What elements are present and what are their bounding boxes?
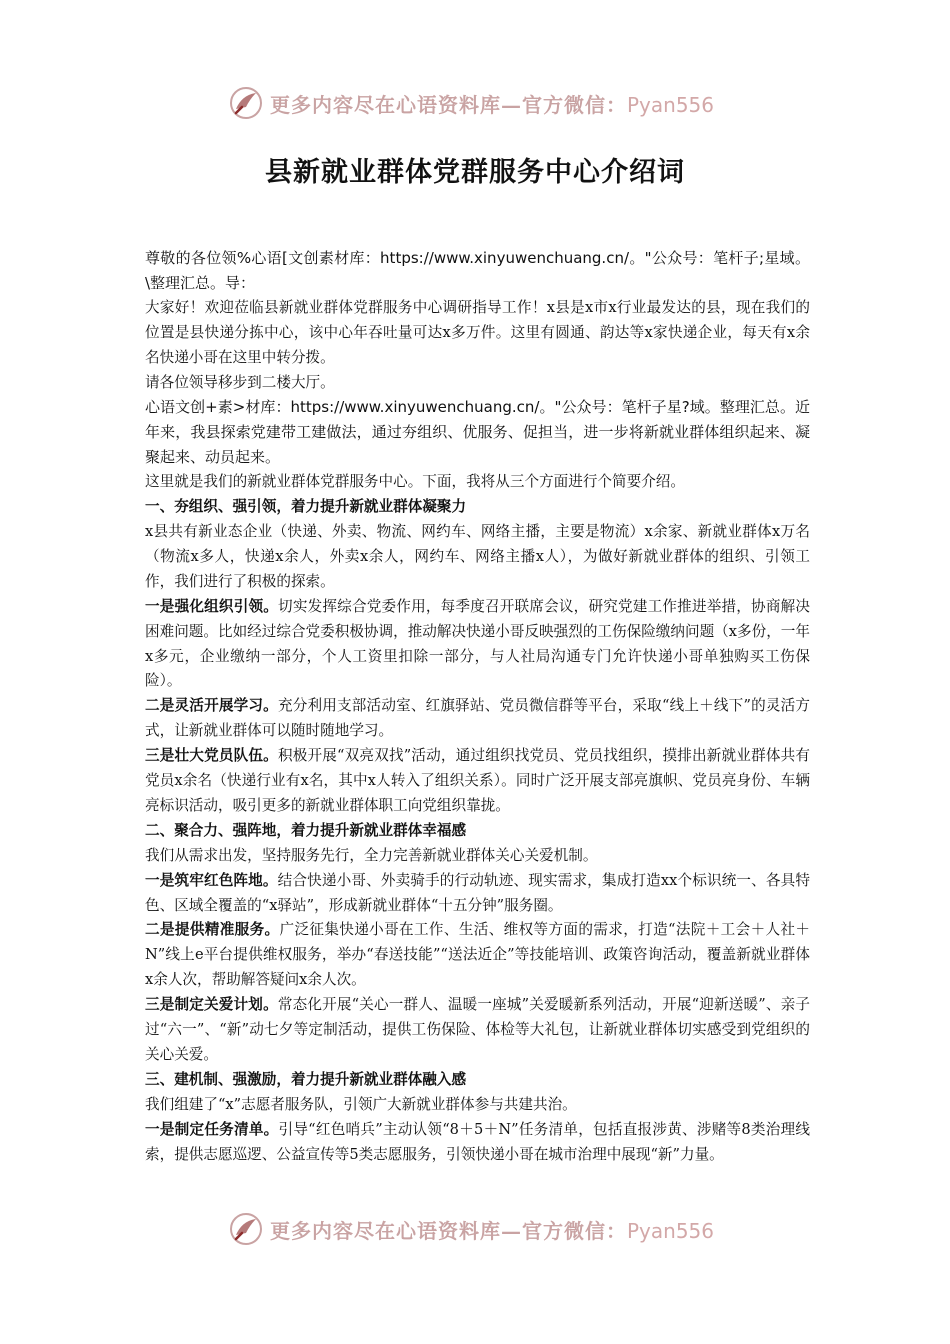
paragraph — [145, 869, 810, 919]
banner-text — [270, 1215, 714, 1244]
paragraph — [145, 918, 810, 993]
section-heading: 二、聚合力、强阵地，着力提升新就业群体幸福感 — [145, 821, 467, 839]
document-title: 县新就业群体党群服务中心介绍词 — [265, 157, 685, 188]
banner-wechat-handle: Pyan556 — [627, 92, 715, 117]
paragraph: 我们从需求出发，坚持服务先行，全力完善新就业群体关心关爱机制。 — [145, 846, 598, 864]
paragraph — [145, 595, 810, 695]
lead-phrase: 二是提供精准服务。 — [145, 921, 280, 939]
paragraph: 请各位领导移步到二楼大厅。 — [145, 373, 335, 391]
section-heading: 三、建机制、强激励，着力提升新就业群体融入感 — [145, 1070, 467, 1088]
banner-site-name: 更多内容尽在心语资料库 — [270, 92, 501, 117]
paragraph — [145, 993, 810, 1068]
paragraph — [145, 694, 810, 744]
paragraph-text: 广泛征集快递小哥在工作、生活、维权等方面的需求，打造“法院＋工会＋人社＋N”线上e平台提供维权服务，举办“春送技能”“送法近企”等技能培训、政策咨询活动，覆盖新就业群体x余人次，帮助解答疑问x余人次。 — [145, 921, 810, 989]
paragraph — [145, 1118, 810, 1168]
paragraph-text: 切实发挥综合党委作用，每季度召开联席会议，研究党建工作推进举措，协商解决困难问题。比如经过综合党委积极协调，推动解决快递小哥反映强烈的工伤保险缴纳问题（x多份，一年x多元，企业缴纳一部分，个人工资里扣除一部分，与人社局沟通专门允许快递小哥单独购买工伤保险）。 — [145, 597, 810, 690]
header-banner — [228, 82, 728, 124]
banner-text — [270, 89, 714, 118]
paragraph: 尊敬的各位领%心语[文创素材库：https://www.xinyuwenchuang.cn/。"公众号：笔杆子;星域。\整理汇总。导： — [145, 249, 810, 292]
lead-phrase: 三是壮大党员队伍。 — [145, 747, 278, 765]
lead-phrase: 三是制定关爱计划。 — [145, 996, 278, 1014]
paragraph: 这里就是我们的新就业群体党群服务中心。下面，我将从三个方面进行个简要介绍。 — [145, 473, 685, 491]
pen-logo-icon — [228, 1211, 264, 1247]
paragraph: x县共有新业态企业（快递、外卖、物流、网约车、网络主播，主要是物流）x余家、新就业群体x万名（物流x多人，快递x余人，外卖x余人，网约车、网络主播x人），为做好新就业群体的组织、引领工作，我们进行了积极的探索。 — [145, 522, 810, 590]
footer-banner — [228, 1208, 728, 1250]
pen-logo-icon — [228, 85, 264, 121]
paragraph-text: 充分利用支部活动室、红旗驿站、党员微信群等平台，采取“线上＋线下”的灵活方式，让新就业群体可以随时随地学习。 — [145, 697, 810, 740]
paragraph-text: 积极开展“双亮双找”活动，通过组织找党员、党员找组织，摸排出新就业群体共有党员x余名（快递行业有x名，其中x人转入了组织关系）。同时广泛开展支部亮旗帜、党员亮身份、车辆亮标识活动，吸引更多的新就业群体职工向党组织靠拢。 — [145, 747, 810, 814]
paragraph: 我们组建了“x”志愿者服务队，引领广大新就业群体参与共建共治。 — [145, 1095, 577, 1113]
banner-wechat-label: 官方微信： — [522, 92, 627, 117]
paragraph: 大家好！欢迎莅临县新就业群体党群服务中心调研指导工作！x县是x市x行业最发达的县，现在我们的位置是县快递分拣中心，该中心年吞吐量可达x多万件。这里有圆通、韵达等x家快递企业，每天有x余名快递小哥在这里中转分拨。 — [145, 298, 810, 366]
banner-wechat-label: 官方微信： — [522, 1218, 627, 1243]
paragraph-text: 常态化开展“关心一群人、温暖一座城”关爱暖新系列活动，开展“迎新送暖”、亲子过“六一”、“新”动七夕等定制活动，提供工伤保险、体检等大礼包，让新就业群体切实感受到党组织的关心关爱。 — [145, 996, 810, 1063]
lead-phrase: 一是强化组织引领。 — [145, 597, 279, 615]
banner-dash: — — [501, 92, 522, 117]
document-body — [145, 246, 810, 1168]
lead-phrase: 二是灵活开展学习。 — [145, 697, 278, 715]
paragraph — [145, 744, 810, 819]
banner-wechat-handle: Pyan556 — [627, 1218, 715, 1243]
banner-site-name: 更多内容尽在心语资料库 — [270, 1218, 501, 1243]
banner-dash: — — [501, 1218, 522, 1243]
lead-phrase: 一是制定任务清单。 — [145, 1120, 279, 1138]
paragraph: 心语文创+素>材库：https://www.xinyuwenchuang.cn/。"公众号：笔杆子星?域。整理汇总。近年来，我县探索党建带工建做法，通过夯组织、优服务、促担当，进一步将新就业群体组织起来、凝聚起来、动员起来。 — [145, 398, 810, 467]
paragraph-text: 引导“红色哨兵”主动认领“8＋5＋N”任务清单，包括直报涉黄、涉赌等8类治理线索，提供志愿巡逻、公益宣传等5类志愿服务，引领快递小哥在城市治理中展现“新”力量。 — [145, 1120, 810, 1163]
paragraph-text: 结合快递小哥、外卖骑手的行动轨迹、现实需求，集成打造xx个标识统一、各具特色、区域全覆盖的“x驿站”，形成新就业群体“十五分钟”服务圈。 — [145, 871, 810, 914]
lead-phrase: 一是筑牢红色阵地。 — [145, 871, 278, 889]
section-heading: 一、夯组织、强引领，着力提升新就业群体凝聚力 — [145, 498, 467, 516]
